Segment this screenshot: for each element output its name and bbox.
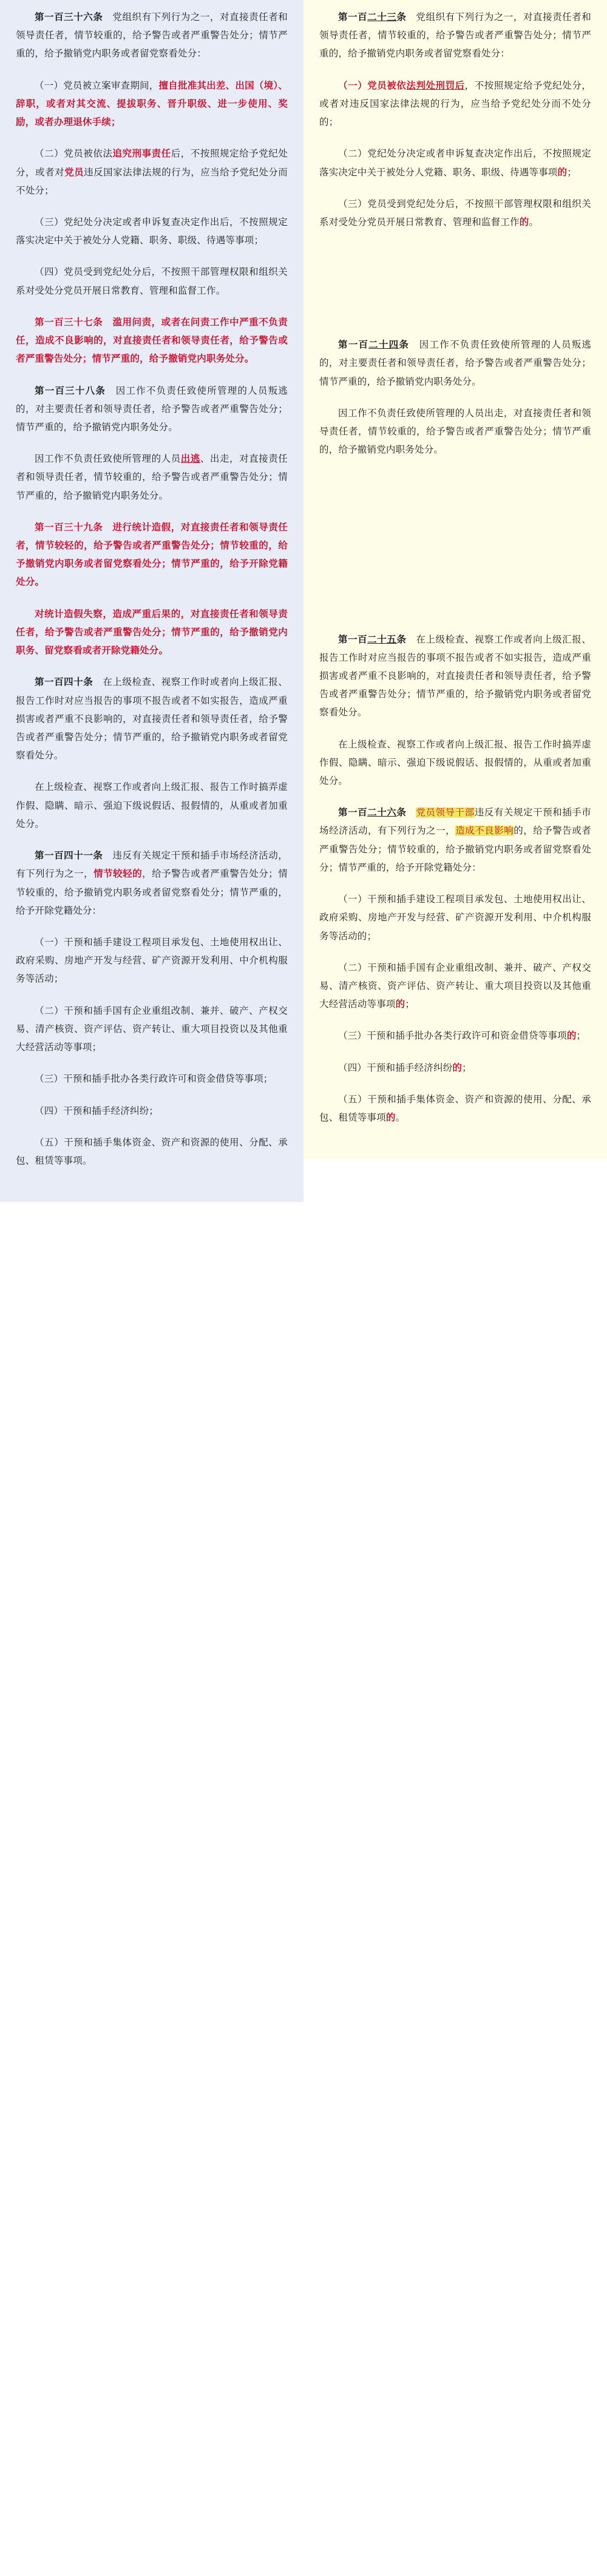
clause-paragraph xyxy=(16,382,288,437)
clause-text-run: 。 xyxy=(395,1113,405,1124)
clause-paragraph xyxy=(16,673,288,765)
clause-text-run: 党员领导干部 xyxy=(416,808,475,818)
clause-text-run: ； xyxy=(405,999,415,1010)
clause-text-run: （一）党员被立案审查期间， xyxy=(35,80,159,91)
clause-text-run: 对统计造假失察，造成严重后果的，对直接责任者和领导责任者，给予警告或者严重警告处分；情节严重的，给予撤销党内职务、留党察看或者开除党籍处分。 xyxy=(16,609,288,656)
vertical-spacer xyxy=(319,245,591,336)
clause-text-run: 第一百 xyxy=(338,808,368,818)
clause-text-run: 情节较轻的 xyxy=(93,869,143,880)
clause-text-run: （二）干预和插手国有企业重组改制、兼并、破产、产权交易、清产核资、资产评估、资产转让、重大项目投资以及其他重大经营活动等事项； xyxy=(16,1005,288,1053)
clause-text-run: 的 xyxy=(566,1031,577,1042)
clause-paragraph xyxy=(16,934,288,989)
clause-text-run: （一）干预和插手建设工程项目承发包、土地使用权出让、政府采购、房地产开发与经营、矿产资源开发利用、中介机构服务等活动； xyxy=(16,937,288,985)
clause-paragraph xyxy=(319,77,591,132)
clause-paragraph xyxy=(16,605,288,661)
clause-paragraph xyxy=(16,778,288,834)
clause-text-run: 因工作不负责任致使所管理的人员 xyxy=(35,454,181,465)
clause-text-run: （三）党员受到党纪处分后，不按照干部管理权限和组织关系对受处分党员开展日常教育、管理和监督工作 xyxy=(319,198,591,228)
clause-text-run: （四）党员受到党纪处分后，不按照干部管理权限和组织关系对受处分党员开展日常教育、管理和监督工作。 xyxy=(16,267,288,296)
clause-paragraph xyxy=(319,336,591,391)
clause-paragraph xyxy=(319,631,591,723)
clause-paragraph xyxy=(16,1070,288,1088)
clause-text-run: 二十三 xyxy=(367,12,397,22)
clause-text-run: 条 xyxy=(396,808,407,818)
clause-paragraph xyxy=(319,1059,591,1077)
clause-text-run: 三十六 xyxy=(64,12,93,22)
clause-text-run: 在上级检查、视察工作或者向上级汇报、报告工作时搞弄虚作假、隐瞒、暗示、强迫下级说假话、报假情的，从重或者加重处分。 xyxy=(319,739,591,787)
clause-paragraph xyxy=(319,1027,591,1045)
vertical-spacer xyxy=(319,473,591,631)
clause-text-run: 党组织有下列行为之一，对直接责任者和领导责任者，情节较重的，给予警告或者严重警告处分；情节严重的，给予撤销党内职务或者留党察看处分： xyxy=(319,12,591,59)
clause-text-run: 二十四 xyxy=(368,340,399,351)
column-before-revision xyxy=(0,0,304,1202)
clause-text-run: （三）党纪处分决定或者申诉复查决定作出后，不按照规定落实决定中关于被处分人党籍、职务、职级、待遇等事项； xyxy=(16,217,288,246)
clause-paragraph xyxy=(319,405,591,460)
clause-paragraph xyxy=(319,8,591,64)
clause-text-run: ； xyxy=(567,167,577,178)
clause-text-run: 后，不按照规定给予党纪处分，或者对 xyxy=(16,149,288,178)
clause-text-run: ，给予警告或者严重警告处分；情节较重的，给予撤销党内职务或者留党察看处分；情节严重的，给予开除党籍处分： xyxy=(16,869,288,916)
clause-text-run: （四）干预和插手经济纠纷； xyxy=(35,1105,159,1116)
clause-text-run: 三十八 xyxy=(65,385,96,396)
clause-text-run: 第一百三十九条 进行统计造假，对直接责任者和领导责任者，情节较轻的，给予警告或者严重警告处分；情节较重的，给予撤销党内职务或者留党察看处分；情节严重的，给予开除党籍处分。 xyxy=(16,522,288,588)
clause-text-run: 在上级检查、视察工作或者向上级汇报、报告工作时搞弄虚作假、隐瞒、暗示、强迫下级说假话、报假情的，从重或者加重处分。 xyxy=(16,782,288,829)
clause-text-run: ； xyxy=(576,1031,586,1042)
clause-paragraph xyxy=(16,519,288,592)
clause-text-run: 造成不良影响 xyxy=(455,826,514,837)
clause-text-run: （二）党纪处分决定或者申诉复查决定作出后，不按照规定落实决定中关于被处分人党籍、职务、职级、待遇等事项 xyxy=(319,149,591,178)
clause-paragraph xyxy=(16,1134,288,1170)
clause-text-run: 的 xyxy=(557,167,568,178)
clause-paragraph xyxy=(16,145,288,200)
clause-text-run: （三）干预和插手批办各类行政许可和资金借贷等事项 xyxy=(338,1031,567,1042)
clause-text-run: 第一百三十七条 滥用问责，或者在问责工作中严重不负责任，造成不良影响的，对直接责任者和领导责任者，给予警告或者严重警告处分；情节严重的，给予撤销党内职务处分。 xyxy=(16,317,288,365)
clause-text-run: 追究刑事责任 xyxy=(112,149,171,160)
clause-paragraph xyxy=(319,804,591,877)
clause-text-run: 第一百 xyxy=(35,851,64,861)
clause-text-run: 出逃 xyxy=(180,454,200,465)
clause-text-run: 在上级检查、视察工作时或者向上级汇报、报告工作时对应当报告的事项不报告或者不如实报告，造成严重损害或者严重不良影响的，对直接责任者和领导责任者，给予警告或者严重警告处分；情节严重的，给予撤销党内职务或者留党察看处分。 xyxy=(16,677,288,761)
clause-paragraph xyxy=(16,214,288,250)
clause-text-run: 二十五 xyxy=(367,634,397,645)
clause-text-run: （一）干预和插手建设工程项目承发包、土地使用权出让、政府采购、房地产开发与经营、矿产资源开发利用、中介机构服务等活动的； xyxy=(319,894,591,942)
clause-text-run: 的 xyxy=(452,1062,463,1073)
clause-text-run: 条 xyxy=(83,677,93,688)
clause-paragraph xyxy=(319,145,591,181)
column-after-revision xyxy=(304,0,607,1159)
clause-paragraph xyxy=(16,1002,288,1057)
clause-text-run: 第一百 xyxy=(35,12,64,22)
clause-paragraph xyxy=(16,1102,288,1121)
clause-text-run: （四）干预和插手经济纠纷 xyxy=(338,1062,453,1073)
clause-text-run xyxy=(406,808,416,818)
clause-text-run: 条 xyxy=(93,851,103,861)
clause-text-run: （二）干预和插手国有企业重组改制、兼并、破产、产权交易、清产核资、资产评估、资产转让、重大项目投资以及其他重大经营活动等事项 xyxy=(319,962,591,1010)
clause-text-run: 第一百 xyxy=(338,340,369,351)
clause-text-run: 条 xyxy=(396,12,407,22)
clause-paragraph xyxy=(319,891,591,946)
clause-text-run: （三）干预和插手批办各类行政许可和资金借贷等事项； xyxy=(35,1074,273,1085)
clause-text-run: 条 xyxy=(399,340,410,351)
clause-text-run: 四十 xyxy=(64,677,84,688)
clause-text-run: 的 xyxy=(519,217,529,228)
clause-paragraph xyxy=(16,450,288,505)
clause-text-run: 条 xyxy=(93,12,103,22)
clause-text-run: 因工作不负责任致使所管理的人员叛逃的，对主要责任者和领导责任者，给予警告或者严重警告处分；情节严重的，给予撤销党内职务处分。 xyxy=(319,340,592,387)
clause-paragraph xyxy=(319,959,591,1014)
clause-paragraph xyxy=(319,1091,591,1127)
clause-text-run: 、出走，对直接责任者和领导责任者，情节较重的，给予警告或者严重警告处分；情节严重的，给予撤销党内职务处分。 xyxy=(16,454,288,501)
clause-paragraph xyxy=(16,8,288,64)
clause-paragraph xyxy=(319,195,591,232)
clause-text-run: 因工作不负责任致使所管理的人员叛逃的，对主要责任者和领导责任者，给予警告或者严重警告处分；情节严重的，给予撤销党内职务处分。 xyxy=(16,385,288,433)
clause-text-run: 。 xyxy=(529,217,539,228)
clause-text-run: 第一百 xyxy=(338,634,368,645)
clause-text-run: （五）干预和插手集体资金、资产和资源的使用、分配、承包、租赁等事项。 xyxy=(16,1137,288,1166)
clause-text-run: 条 xyxy=(95,385,106,396)
clause-text-run: 的 xyxy=(395,999,405,1010)
clause-text-run: （一）党员被依 xyxy=(338,80,407,91)
clause-text-run: 擅自批准其出差、出国（境）、辞职，或者对其交流、提拔职务、晋升职级、进一步使用、奖励，或者办理退休手续； xyxy=(16,80,288,128)
clause-paragraph xyxy=(16,77,288,132)
clause-paragraph xyxy=(16,314,288,369)
clause-text-run: 第一百 xyxy=(35,385,66,396)
clause-text-run: 违反有关规定干预和插手市场经济活动，有下列行为之一， xyxy=(319,808,592,837)
clause-text-run: 条 xyxy=(396,634,407,645)
clause-paragraph xyxy=(16,847,288,920)
clause-text-run: 的，给予警告或者严重警告处分；情节较重的，给予撤销党内职务或者留党察看处分；情节严重的，给予开除党籍处分： xyxy=(319,826,591,873)
clause-text-run: 的 xyxy=(385,1113,396,1124)
clause-text-run: 党组织有下列行为之一，对直接责任者和领导责任者，情节较重的，给予警告或者严重警告处分；情节严重的，给予撤销党内职务或者留党察看处分： xyxy=(16,12,288,59)
clause-text-run: （二）党员被依法 xyxy=(35,149,113,160)
clause-text-run: 党员 xyxy=(64,167,84,178)
clause-text-run: 第一百 xyxy=(338,12,368,22)
clause-paragraph xyxy=(16,263,288,300)
clause-text-run: 因工作不负责任致使所管理的人员出走，对直接责任者和领导责任者，情节较重的，给予警告或者严重警告处分；情节严重的，给予撤销党内职务处分。 xyxy=(319,408,591,456)
clause-text-run: 违反国家法律法规的行为，应当给予党纪处分而不处分； xyxy=(16,167,288,196)
clause-text-run: 在上级检查、视察工作或者向上级汇报、报告工作时对应当报告的事项不报告或者不如实报告，造成严重损害或者严重不良影响的，对直接责任者和领导责任者，给予警告或者严重警告处分；情节严重的，给予撤销党内职务或者留党察看处分。 xyxy=(319,634,591,718)
clause-text-run: 法判处刑罚后 xyxy=(406,80,465,91)
clause-text-run: ； xyxy=(462,1062,472,1073)
clause-text-run: ，不按照规定给予党纪处分，或者对违反国家法律法规的行为，应当给予党纪处分而不处分的； xyxy=(319,80,591,128)
clause-text-run: 第一百 xyxy=(35,677,64,688)
clause-text-run: 四十一 xyxy=(64,851,93,861)
clause-text-run: 二十六 xyxy=(367,808,397,818)
clause-text-run: 违反有关规定干预和插手市场经济活动，有下列行为之一， xyxy=(16,851,288,880)
clause-paragraph xyxy=(319,736,591,791)
clause-text-run: （五）干预和插手集体资金、资产和资源的使用、分配、承包、租赁等事项 xyxy=(319,1094,591,1124)
